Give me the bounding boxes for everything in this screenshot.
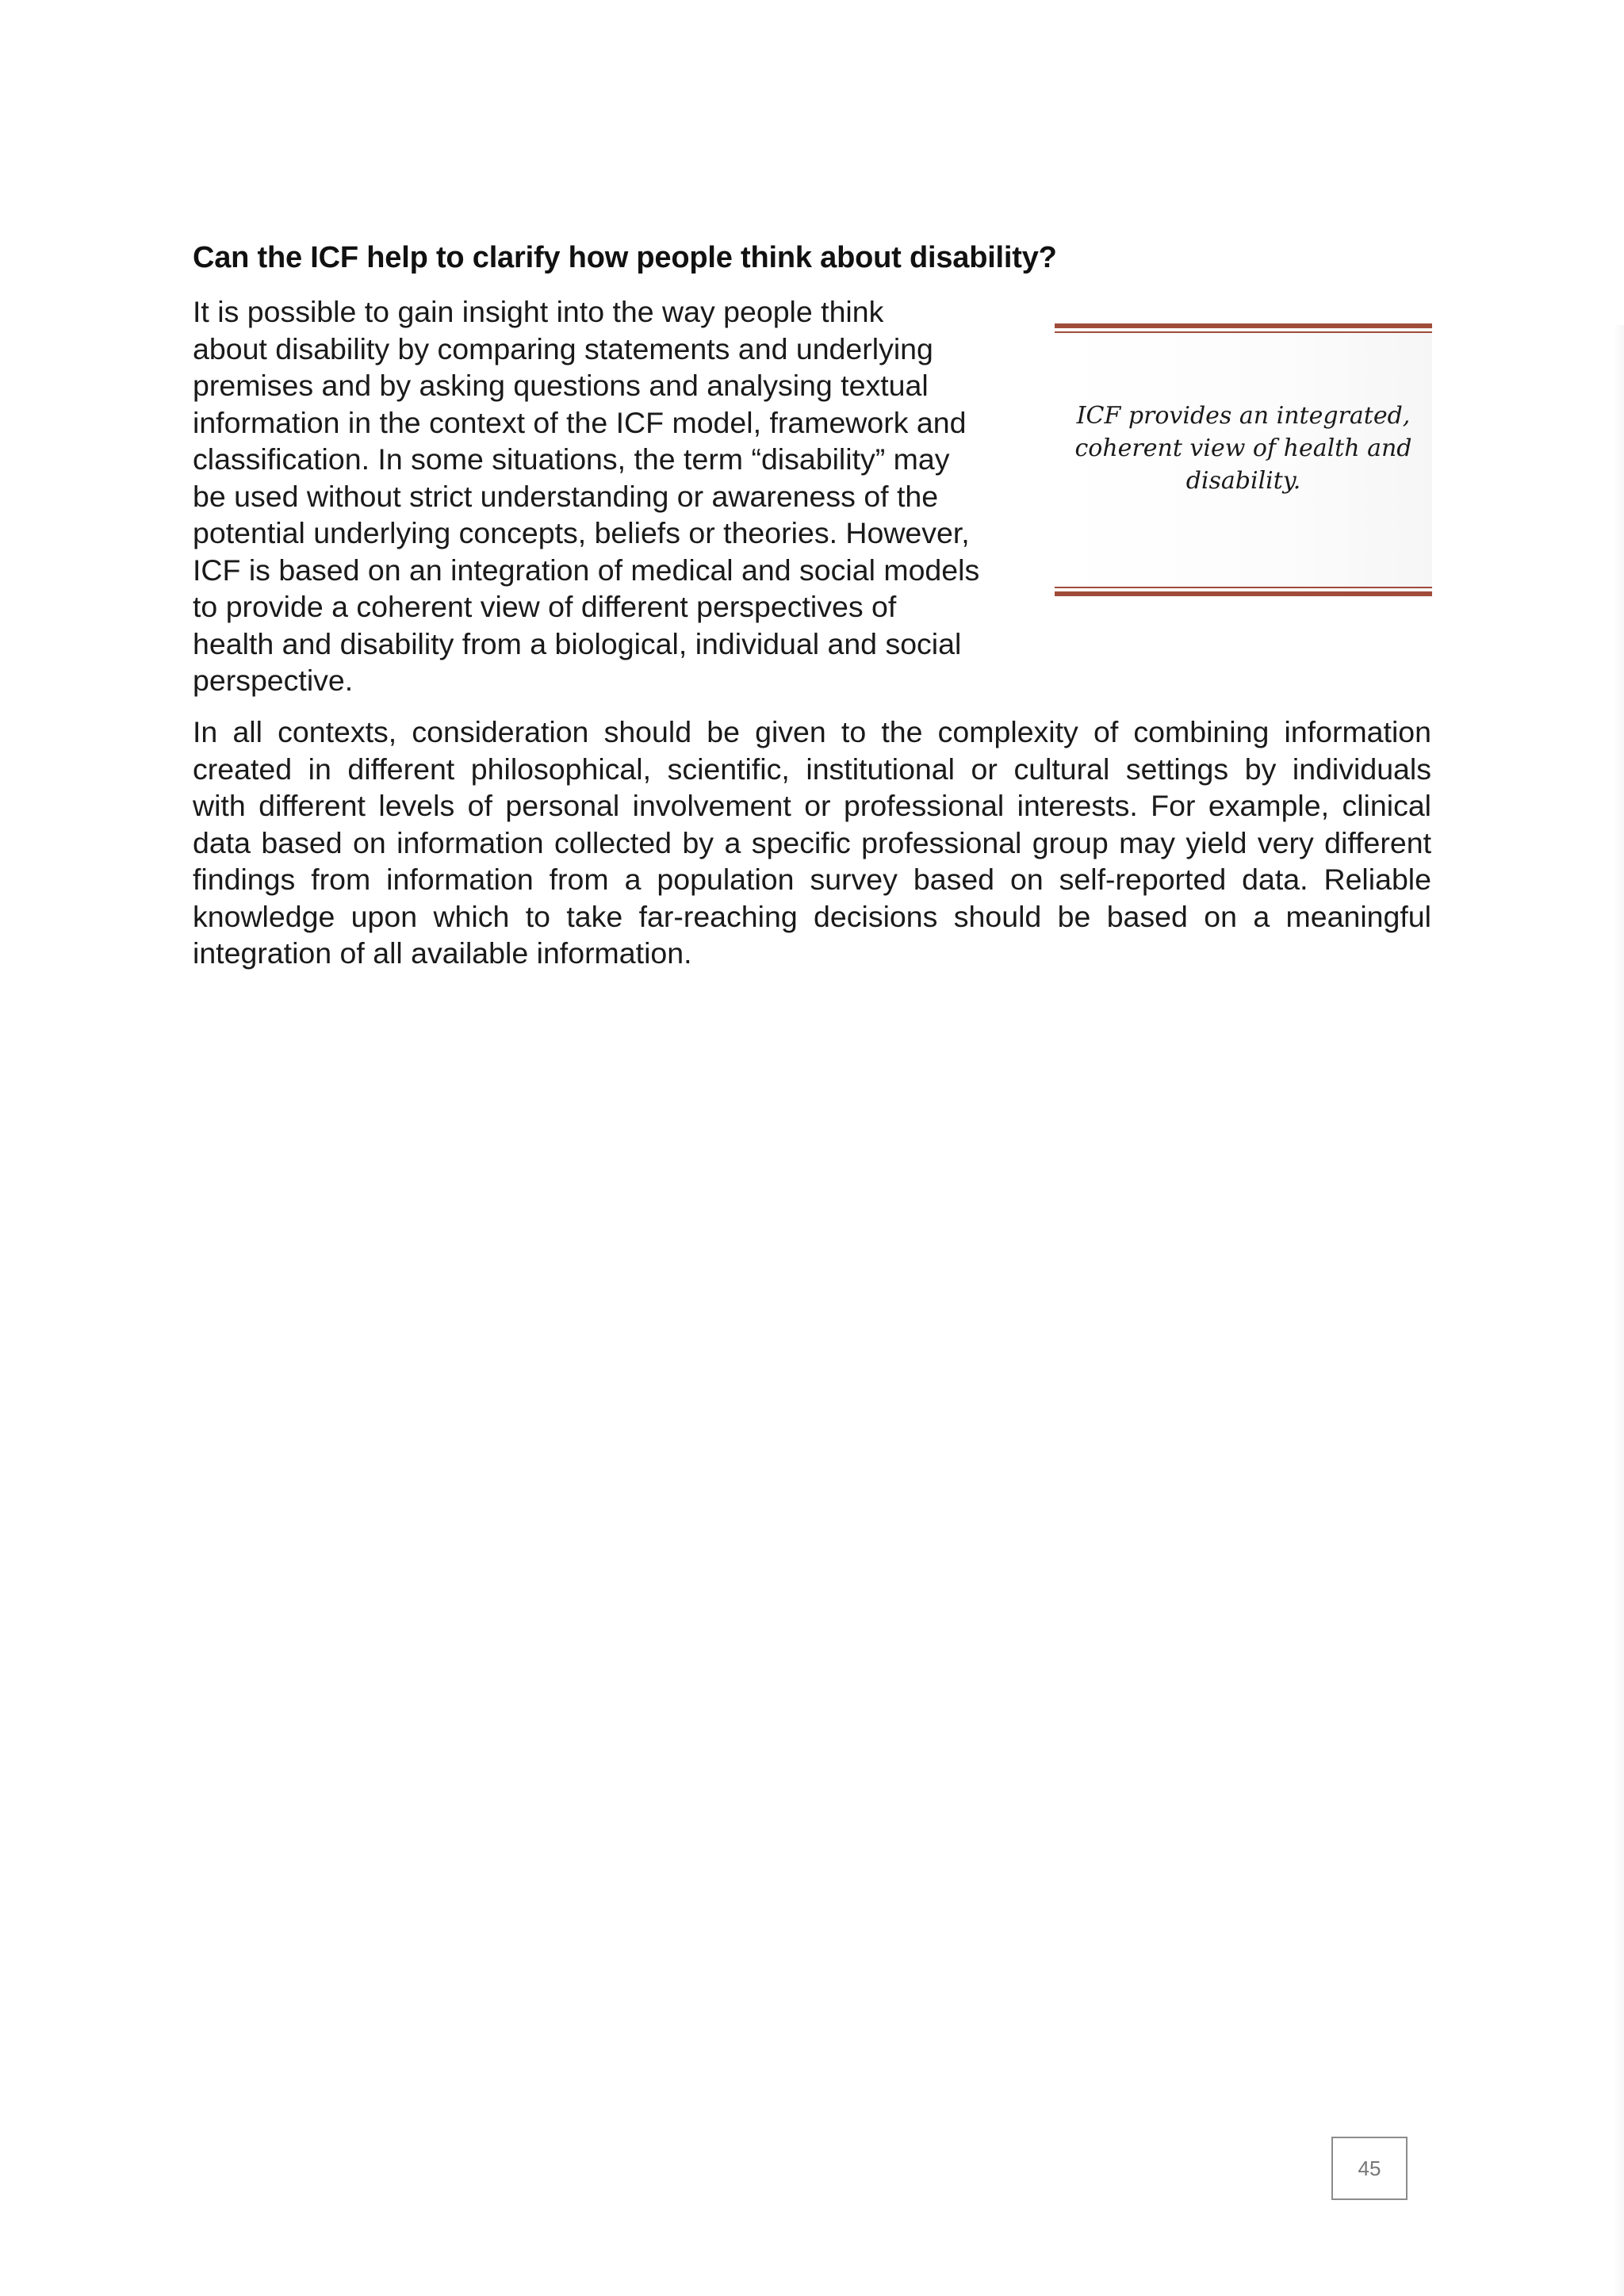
- paragraph-line: classification. In some situations, the term “disability” may: [193, 442, 950, 476]
- paragraph-line: In all contexts, consideration should be given to the complexity of combining information: [193, 715, 1431, 748]
- paragraph-line: premises and by asking questions and analysing textual: [193, 369, 929, 402]
- paragraph-line: potential underlying concepts, beliefs or theories. However,: [193, 516, 970, 549]
- paragraph-line: findings from information from a population survey based on self-reported data. Reliable: [193, 863, 1431, 896]
- pull-quote-box: [1055, 323, 1432, 598]
- paragraph-line: knowledge upon which to take far-reaching decisions should be based on a meaningful: [193, 899, 1431, 933]
- paragraph-line: to provide a coherent view of different perspectives of: [193, 590, 897, 623]
- page-number: 45: [1331, 2137, 1408, 2200]
- paragraph-line: It is possible to gain insight into the way people think: [193, 295, 884, 328]
- pull-quote-top-rule: [1055, 323, 1432, 333]
- paragraph-line: information in the context of the ICF model, framework and: [193, 405, 967, 439]
- page-edge-shadow: [1613, 325, 1624, 2296]
- paragraph-line: data based on information collected by a specific professional group may yield very different: [193, 825, 1431, 859]
- paragraph-line: integration of all available information.: [193, 936, 692, 970]
- section-heading: Can the ICF help to clarify how people think about disability?: [193, 241, 1057, 274]
- pull-quote-text: ICF provides an integrated, coherent view of health and disability.: [1074, 402, 1412, 495]
- paragraph-line: ICF is based on an integration of medical and social models: [193, 553, 980, 587]
- paragraph-line: perspective.: [193, 664, 354, 697]
- paragraph-line: be used without strict understanding or awareness of the: [193, 479, 939, 513]
- body-paragraph: [193, 714, 1431, 972]
- pull-quote-bottom-rule: [1055, 587, 1432, 596]
- paragraph-line: with different levels of personal involvement or professional interests. For example, clinical: [193, 789, 1431, 822]
- paragraph-line: health and disability from a biological, individual and social: [193, 626, 962, 660]
- paragraph-line: created in different philosophical, scientific, institutional or cultural settings by individuals: [193, 752, 1431, 786]
- paragraph-line: about disability by comparing statements and underlying: [193, 331, 933, 365]
- intro-paragraph: [193, 293, 1017, 699]
